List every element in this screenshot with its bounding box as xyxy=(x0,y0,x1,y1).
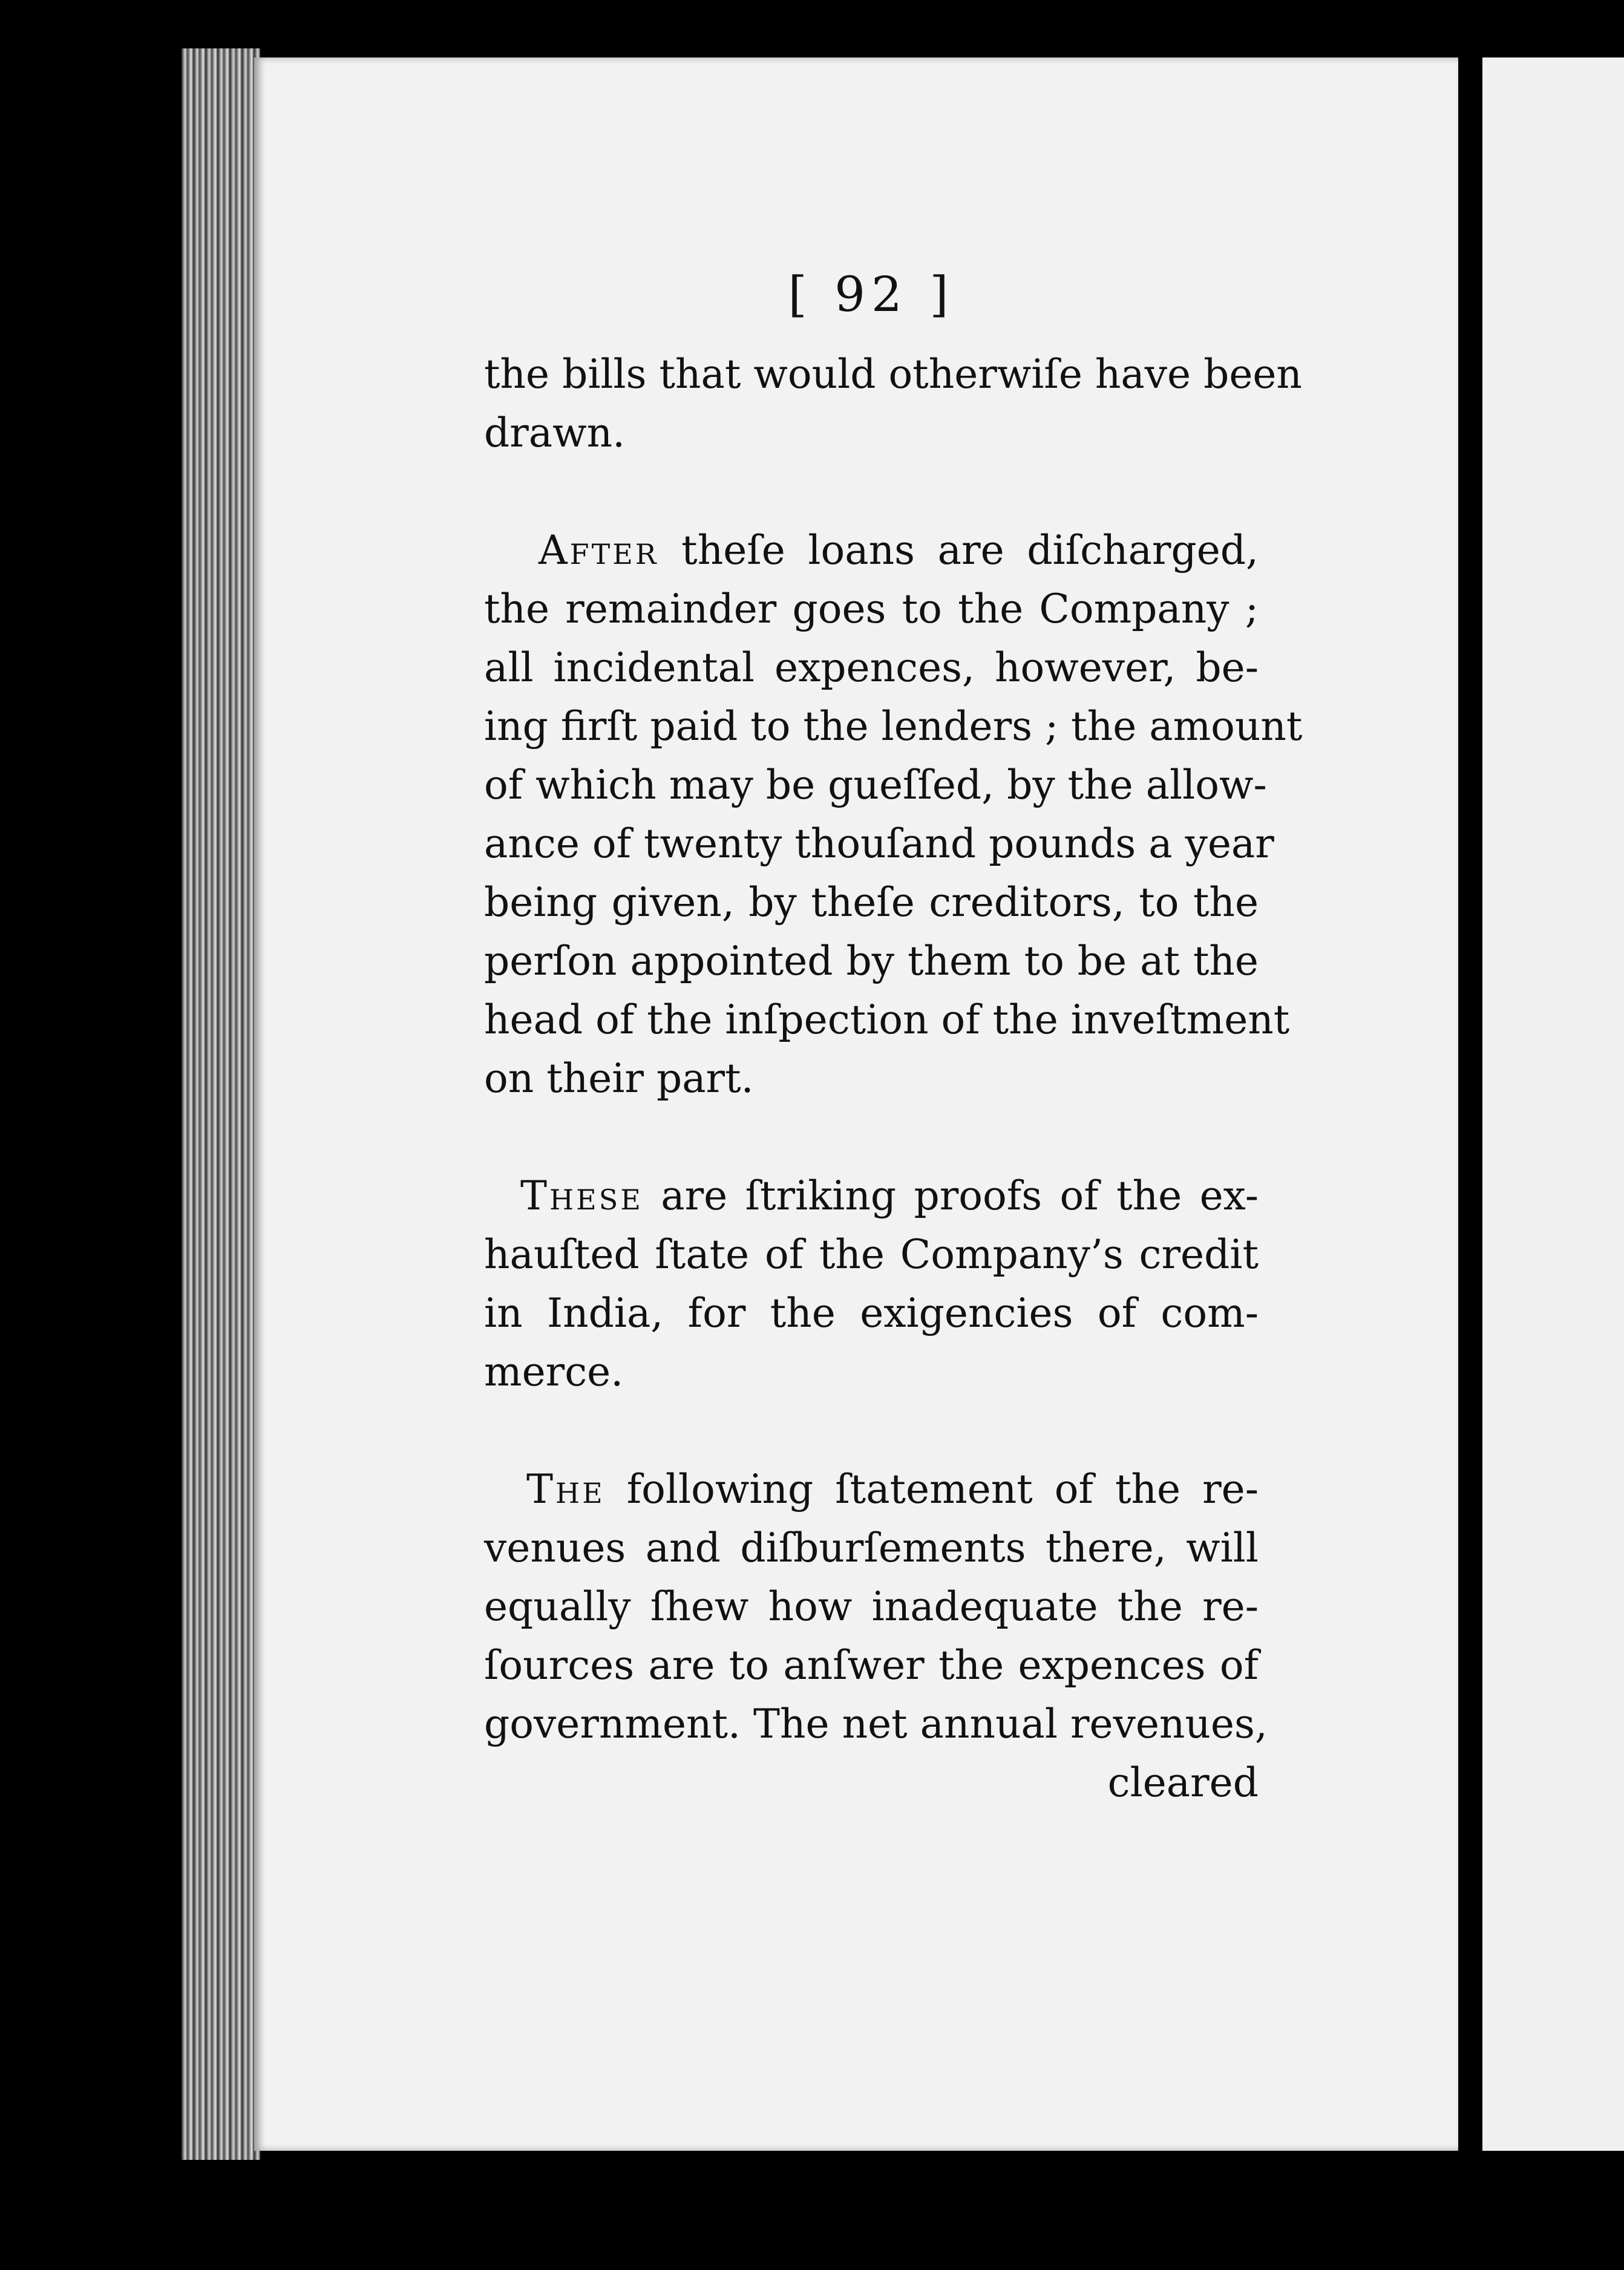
text-line xyxy=(484,1460,1259,1519)
text-line: being given, by theſe creditors, to the xyxy=(484,879,1259,926)
paragraph-lead-word: These xyxy=(520,1173,643,1219)
text-line: drawn. xyxy=(484,410,626,456)
text-line: on their part. xyxy=(484,1055,754,1102)
text-line: ance of twenty thouſand pounds a year xyxy=(484,820,1274,867)
facing-page-edge xyxy=(1482,57,1624,2151)
text-fragment: following ſtatement of the re- xyxy=(626,1466,1259,1513)
text-line xyxy=(484,521,1259,580)
text-line: perſon appointed by them to be at the xyxy=(484,938,1259,984)
text-line: all incidental expences, however, be- xyxy=(484,644,1259,691)
text-line: ing firſt paid to the lenders ; the amount xyxy=(484,703,1303,750)
text-line: the bills that would otherwiſe have been xyxy=(484,351,1302,397)
text-line: venues and diſburſements there, will xyxy=(484,1525,1259,1571)
catchword: cleared xyxy=(1107,1759,1259,1806)
text-line: in India, for the exigencies of com- xyxy=(484,1290,1259,1336)
text-line: the remainder goes to the Company ; xyxy=(484,586,1259,632)
text-line: government. The net annual revenues, xyxy=(484,1701,1268,1747)
body-text xyxy=(484,345,1303,1812)
page-number: [ 92 ] xyxy=(788,266,955,322)
paragraph-lead-word: The xyxy=(526,1466,605,1513)
text-line xyxy=(484,1166,1259,1225)
text-line: head of the inſpection of the inveſtment xyxy=(484,996,1290,1043)
text-line: merce. xyxy=(484,1349,624,1395)
page-edges xyxy=(182,48,260,2160)
text-fragment: theſe loans are diſcharged, xyxy=(681,527,1259,574)
text-line: equally ſhew how inadequate the re- xyxy=(484,1583,1259,1630)
text-fragment: are ſtriking proofs of the ex- xyxy=(661,1173,1259,1219)
book-gutter xyxy=(1458,36,1482,2190)
text-line: of which may be gueſſed, by the allow- xyxy=(484,762,1267,808)
text-line: ſources are to anſwer the expences of xyxy=(484,1642,1259,1689)
paragraph-lead-word: After xyxy=(539,527,659,574)
text-line: hauſted ſtate of the Company’s credit xyxy=(484,1231,1259,1278)
